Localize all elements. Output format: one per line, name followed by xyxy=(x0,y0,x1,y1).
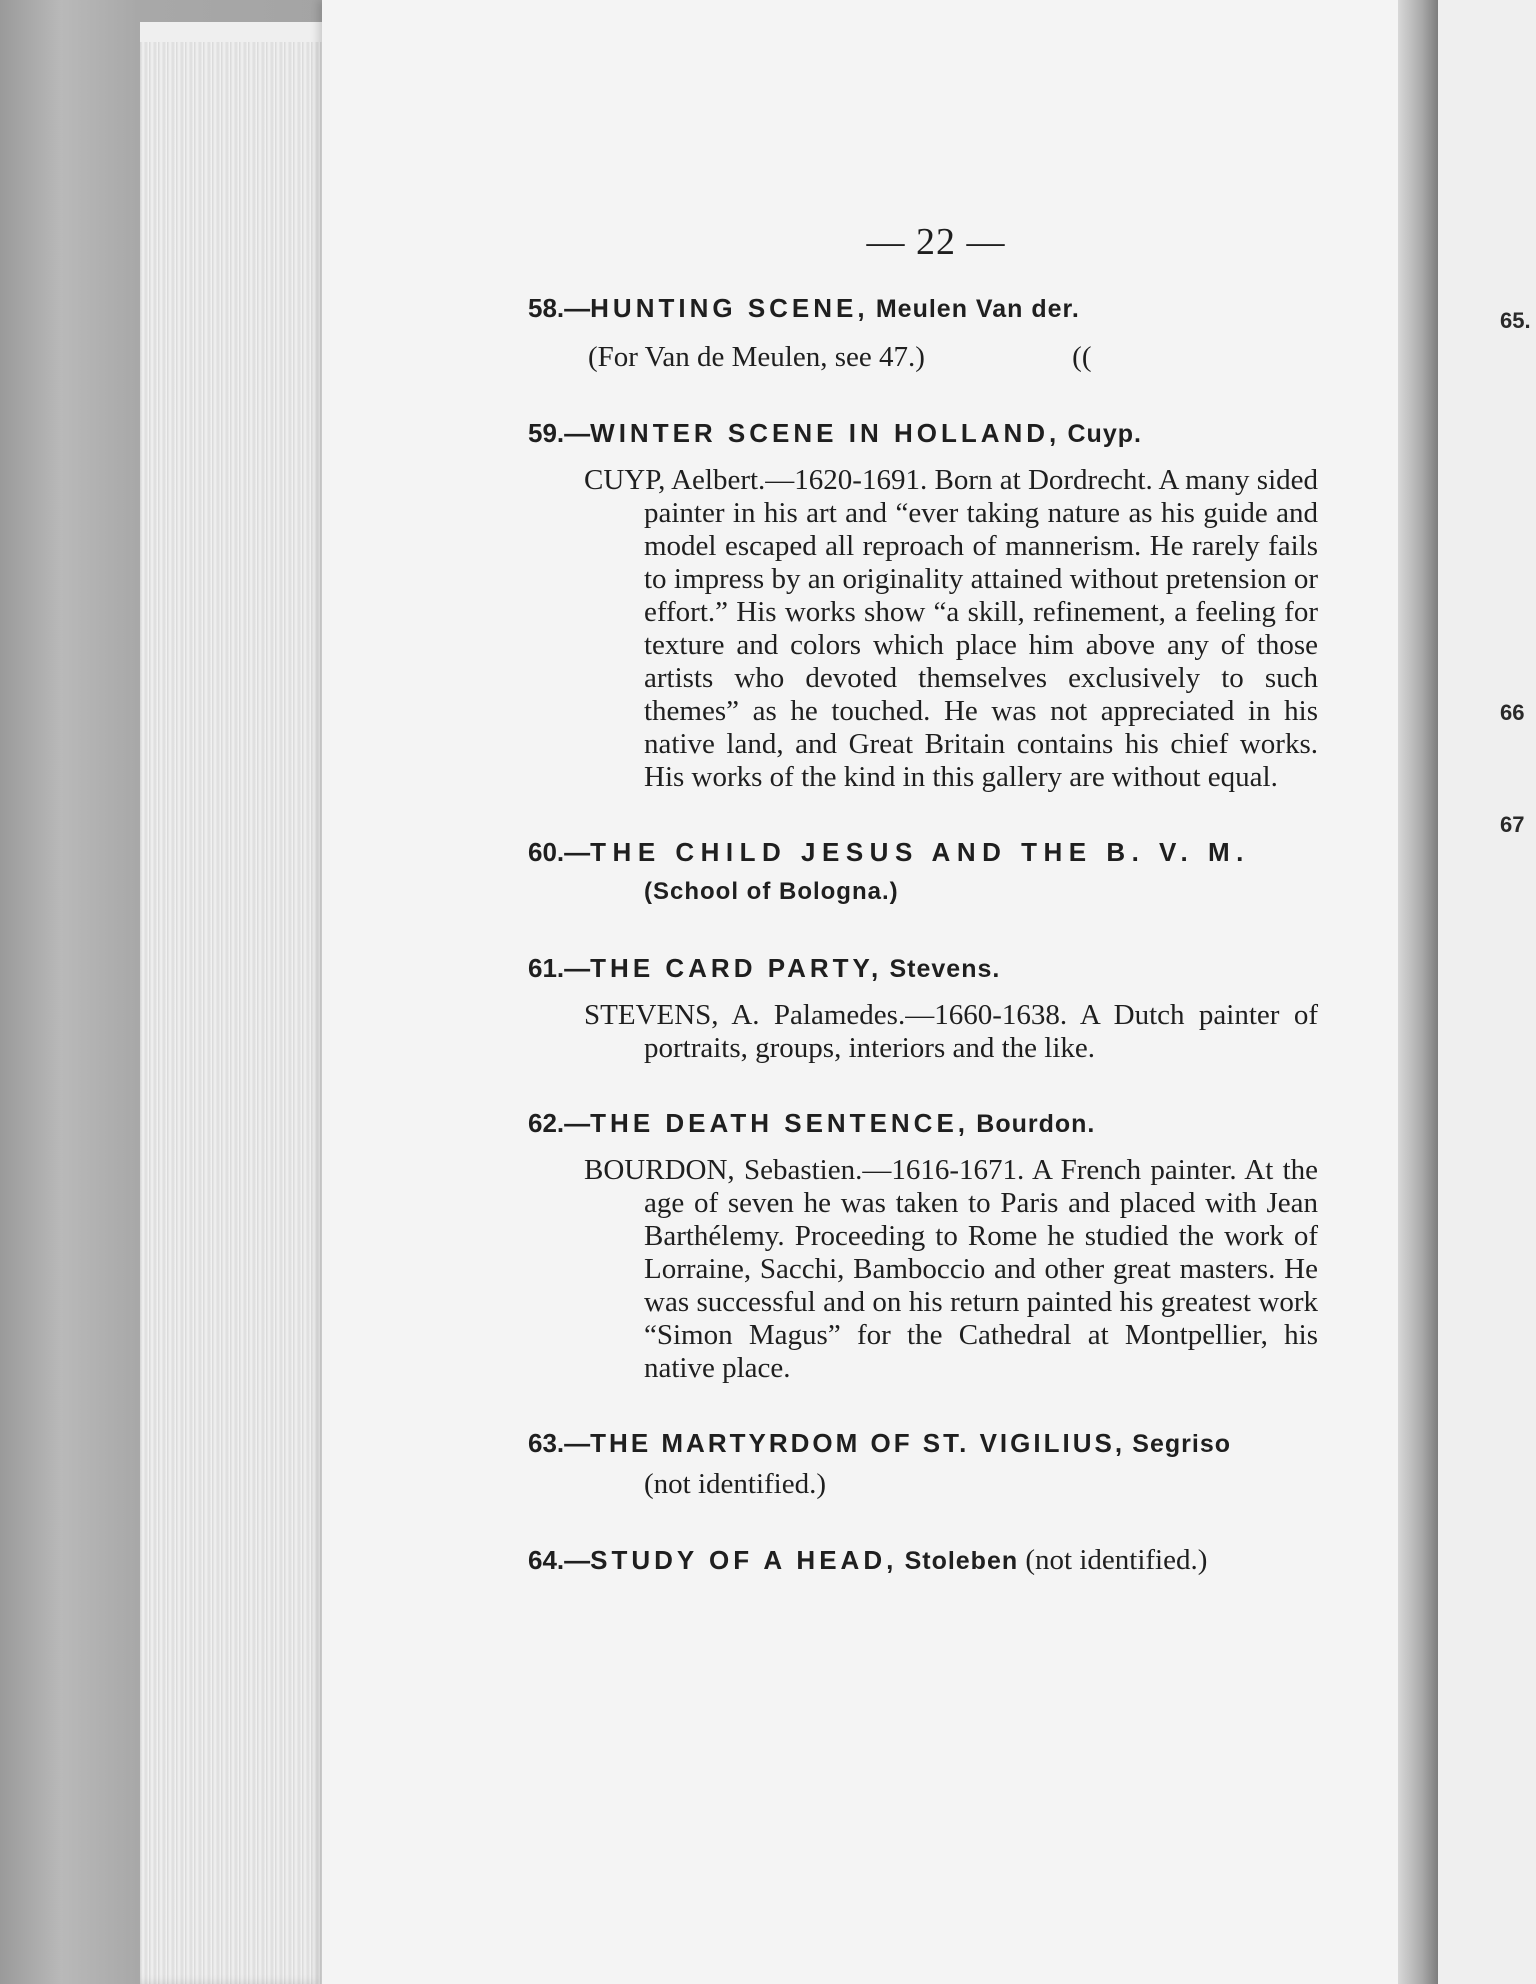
entry-artist: Stoleben xyxy=(904,1547,1019,1575)
entry-number: 58.— xyxy=(528,293,591,323)
entry-title: HUNTING SCENE, xyxy=(590,293,869,323)
entry-artist: Segriso xyxy=(1132,1430,1231,1458)
entry-title: THE MARTYRDOM OF ST. VIGILIUS, xyxy=(590,1428,1126,1458)
entry-heading xyxy=(528,950,1318,987)
facing-page-entry-number: 65. xyxy=(1500,308,1531,333)
entry-heading xyxy=(528,415,1318,452)
book-page-edges xyxy=(140,22,340,1984)
entry-title: STUDY OF A HEAD, xyxy=(590,1545,898,1575)
entry-title: THE CHILD JESUS AND THE B. V. M. xyxy=(590,837,1250,867)
entry-title: WINTER SCENE IN HOLLAND, xyxy=(590,418,1061,448)
entry-inline-note: (not identified.) xyxy=(1025,1544,1208,1576)
artist-biography: CUYP, Aelbert.—1620-1691. Born at Dordrecht. A many sided painter in his art and “ever taking nature as his guide and model escaped all reproach of mannerism. He rarely fails to impress by an originality attained without pretension or effort.” His works show “a skill, refinement, a feeling for texture and colors which place him above any of those artists who devoted themselves exclusively to such themes” as he touched. He was not appreciated in his native land, and Great Britain contains his chief works. His works of the kind in this gallery are without equal. xyxy=(584,464,1318,793)
entry-number: 60.— xyxy=(528,837,591,867)
entry-artist: Bourdon. xyxy=(976,1110,1096,1138)
entry-number: 63.— xyxy=(528,1428,591,1458)
entry-subtitle: (School of Bologna.) xyxy=(644,878,899,905)
artist-biography: STEVENS, A. Palamedes.—1660-1638. A Dutch painter of portraits, groups, interiors and the like. xyxy=(584,999,1318,1064)
catalog-entry-61 xyxy=(528,950,1318,1065)
entry-subtitle: (not identified.) xyxy=(644,1468,827,1500)
page-content xyxy=(528,220,1318,1619)
entry-title: THE CARD PARTY, xyxy=(590,953,883,983)
facing-page xyxy=(1438,0,1536,1984)
catalog-entry-64 xyxy=(528,1542,1318,1579)
book-page-edges-top xyxy=(140,22,340,42)
facing-page-entry-number: 66 xyxy=(1500,700,1525,725)
catalog-entry-63 xyxy=(528,1425,1318,1502)
page-number: — 22 — xyxy=(866,221,1006,263)
entry-heading xyxy=(528,1425,1318,1462)
entry-heading xyxy=(528,1105,1318,1142)
artist-biography: BOURDON, Sebastien.—1616-1671. A French painter. At the age of seven he was taken to Paris and placed with Jean Barthélemy. Proceeding to Rome he studied the work of Lorraine, Sacchi, Bamboccio and other great masters. He was successful and on his return painted his greatest work “Simon Magus” for the Cathedral at Montpellier, his native place. xyxy=(584,1154,1318,1384)
catalog-entry-59 xyxy=(528,415,1318,794)
entry-note-mark: (( xyxy=(1072,341,1092,373)
entry-number: 62.— xyxy=(528,1108,591,1138)
entry-title: THE DEATH SENTENCE, xyxy=(590,1108,970,1138)
entry-number: 59.— xyxy=(528,418,591,448)
facing-page-entry-number: 67 xyxy=(1500,812,1525,837)
catalog-entry-58 xyxy=(528,290,1318,375)
entry-artist: Stevens. xyxy=(889,955,1001,983)
entry-artist: Meulen Van der. xyxy=(875,295,1080,323)
entry-heading xyxy=(528,1542,1318,1579)
catalog-entry-62 xyxy=(528,1105,1318,1385)
entry-note-text: (For Van de Meulen, see 47.) xyxy=(588,341,925,373)
entry-heading xyxy=(528,290,1318,327)
catalog-entry-60 xyxy=(528,834,1318,910)
entry-note xyxy=(528,339,1318,375)
book-gutter xyxy=(1398,0,1438,1984)
entry-number: 64.— xyxy=(528,1545,591,1575)
entry-number: 61.— xyxy=(528,953,591,983)
entry-heading xyxy=(528,834,1318,870)
entry-artist: Cuyp. xyxy=(1067,420,1142,448)
